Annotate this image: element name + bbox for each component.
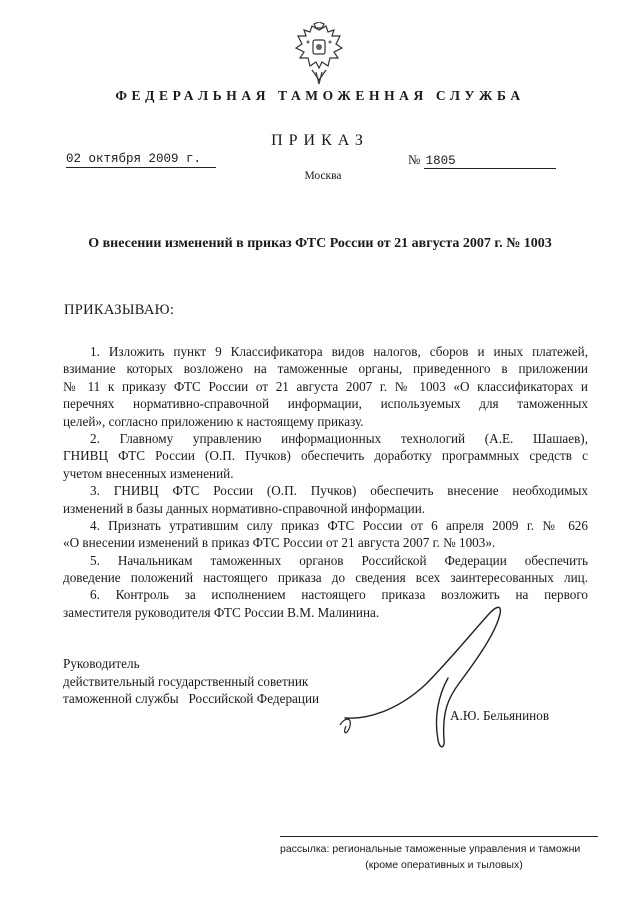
body-line: взимание которых возложено на таможенные органы, приведенного в приложении — [63, 361, 588, 377]
handwritten-signature — [330, 600, 530, 755]
mailing-line-2: (кроме оперативных и тыловых) — [365, 859, 523, 871]
agency-name: ФЕДЕРАЛЬНАЯ ТАМОЖЕННАЯ СЛУЖБА — [115, 88, 525, 103]
signatory-line-2: действительный государственный советник — [63, 673, 309, 689]
state-emblem-icon — [290, 22, 348, 86]
body-line: «О внесении изменений в приказ ФТС России от 21 августа 2007 г. № 1003». — [63, 535, 496, 551]
body-line: 4. Признать утратившим силу приказ ФТС России от 6 апреля 2009 г. № 626 — [90, 517, 588, 533]
document-type: ПРИКАЗ — [271, 132, 369, 149]
body-line: 6. Контроль за исполнением настоящего приказа возложить на первого — [90, 587, 588, 603]
city: Москва — [304, 170, 342, 182]
body-line: 3. ГНИВЦ ФТС России (О.П. Пучков) обеспечить внесение необходимых — [90, 483, 588, 499]
body-line: учетом внесенных изменений. — [63, 465, 234, 481]
number-sign: № — [408, 152, 421, 167]
body-line: ГНИВЦ ФТС России (О.П. Пучков) обеспечить доработку программных средств с — [63, 448, 588, 464]
body-line: перечнях нормативно-справочной информации, используемых для таможенных — [63, 396, 588, 412]
order-body — [63, 343, 588, 621]
order-date: 02 октября 2009 г. — [66, 152, 216, 168]
order-number-field — [408, 152, 580, 169]
body-line: изменений в базы данных нормативно-справочной информации. — [63, 500, 426, 516]
signatory-title — [63, 655, 319, 708]
directive-heading: ПРИКАЗЫВАЮ: — [64, 302, 175, 318]
body-line: целей», согласно приложению к настоящему приказу. — [63, 413, 364, 429]
signatory-line-3: таможенной службы Российской Федерации — [63, 691, 320, 707]
mailing-list — [280, 841, 598, 873]
signatory-name: А.Ю. Бельянинов — [450, 708, 550, 723]
document-subject: О внесении изменений в приказ ФТС России от 21 августа 2007 г. № 1003 — [88, 236, 552, 251]
order-number: 1805 — [424, 154, 556, 169]
body-line: заместителя руководителя ФТС России В.М. Малинина. — [63, 604, 380, 620]
body-line: 5. Начальникам таможенных органов Российской Федерации обеспечить — [90, 552, 588, 568]
mailing-line-1: рассылка: региональные таможенные управления и таможни — [280, 843, 581, 855]
body-line: 2. Главному управлению информационных технологий (А.Е. Шашаев), — [90, 430, 588, 446]
body-line: 1. Изложить пункт 9 Классификатора видов налогов, сборов и иных платежей, — [90, 344, 588, 359]
body-line: № 11 к приказу ФТС России от 21 августа 2007 г. № 1003 «О классификаторах и — [63, 378, 588, 394]
mailing-divider — [280, 836, 598, 837]
body-line: доведение положений настоящего приказа до сведения всех заинтересованных лиц. — [63, 570, 588, 586]
signatory-line-1: Руководитель — [63, 656, 140, 671]
